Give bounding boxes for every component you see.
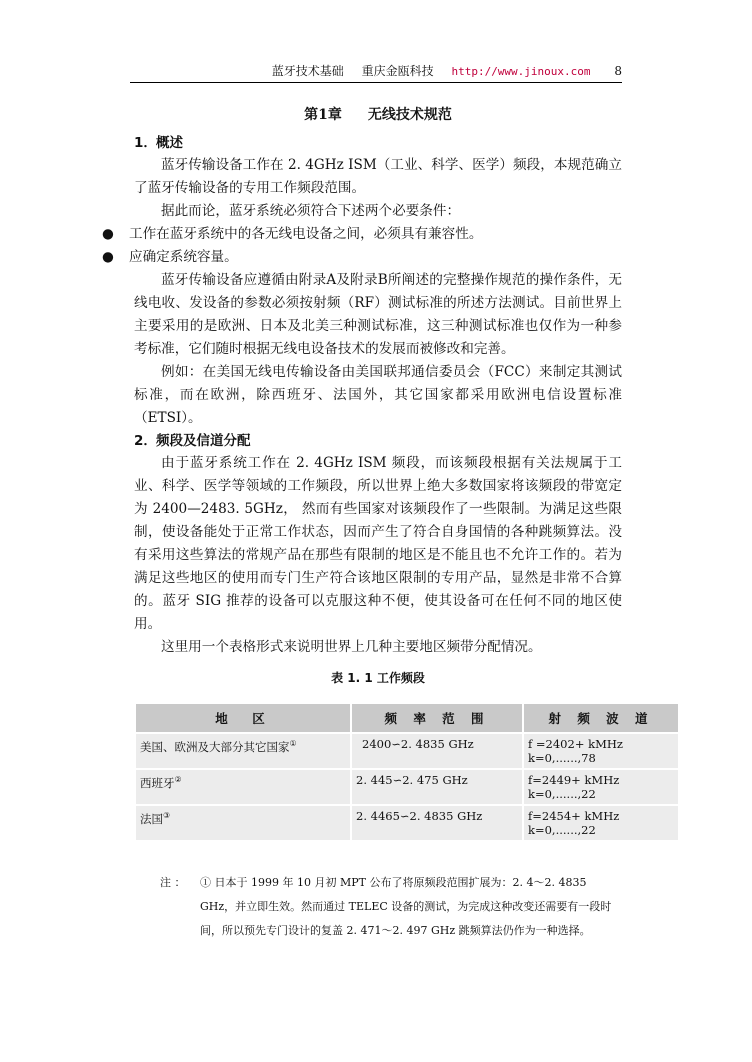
cell-channel: f=2449+ kMHz k=0,......,22 <box>524 770 678 804</box>
cell-frequency: 2. 445∽2. 475 GHz <box>352 770 522 804</box>
footnote-text: ① 日本于 1999 年 10 月初 MPT 公布了将原频段范围扩展为：2. 4～2. 4835 GHz，并立即生效。然而通过 TELEC 设备的测试，为完成这种改变还需要有一段时间，所以预先专门设计的复盖 2. 471～2. 497 GHz 跳频算法仍作为一种选择。 <box>200 876 612 937</box>
page-number: 8 <box>614 64 622 78</box>
page-header <box>130 62 622 83</box>
paragraph: 据此而论，蓝牙系统必须符合下述两个必要条件： <box>161 203 461 219</box>
section-number: 2． <box>134 433 157 449</box>
section-2-heading <box>134 430 622 452</box>
bullet-dot-icon: ● <box>102 249 114 265</box>
cell-frequency: 2400∽2. 4835 GHz <box>352 734 522 768</box>
section-1-heading <box>134 132 622 154</box>
cell-region: 法国③ <box>136 806 350 840</box>
section-title: 概述 <box>156 135 183 151</box>
bullet-item: ● 应确定系统容量。 <box>102 246 622 269</box>
table-row <box>136 806 678 840</box>
column-header-region: 地 区 <box>136 704 350 732</box>
table-row <box>136 734 678 768</box>
table-caption: 表 1. 1 工作频段 <box>331 671 425 685</box>
page-body <box>102 104 622 694</box>
header-book-title: 蓝牙技术基础 <box>271 64 344 78</box>
paragraph: 由于蓝牙系统工作在 2. 4GHz ISM 频段，而该频段根据有关法规属于工业、科学、医学等领域的工作频段，所以世界上绝大多数国家将该频段的带宽定为 2400—2483. 5GHz， 然而有些国家对该频段作了一些限制。为满足这些限制，使设备能处于正常工作状态，因而产生了符合自身国情的各种跳频算法。没有采用这些算法的常规产品在那些有限制的地区是不能且也不允许工作的。若为满足这些地区的使用而专门生产符合该地区限制的专用产品，显然是非常不合算的。蓝牙 SIG 推荐的设备可以克服这种不便，使其设备可在任何不同的地区使用。 <box>134 455 622 632</box>
footnote-label: 注 ： <box>160 876 186 889</box>
section-title: 频段及信道分配 <box>156 433 251 449</box>
bullet-item: ● 工作在蓝牙系统中的各无线电设备之间，必须具有兼容性。 <box>102 223 622 246</box>
table-row <box>136 770 678 804</box>
paragraph: 蓝牙传输设备应遵循由附录A及附录B所阐述的完整操作规范的操作条件，无线电收、发设备的参数必须按射频（RF）测试标准的所述方法测试。目前世界上主要采用的是欧洲、日本及北美三种测试标准，这三种测试标准也仅作为一种参考标准，它们随时根据无线电设备技术的发展而被修改和完善。 <box>134 272 622 357</box>
column-header-frequency: 频 率 范 围 <box>352 704 522 732</box>
header-company: 重庆金瓯科技 <box>361 64 434 78</box>
cell-region: 西班牙② <box>136 770 350 804</box>
footnote-mark: ① <box>289 739 297 748</box>
cell-channel: f =2402+ kMHz k=0,......,78 <box>524 734 678 768</box>
chapter-heading <box>134 104 622 124</box>
chapter-number: 第1章 <box>304 107 342 123</box>
table-header-row <box>136 704 678 732</box>
paragraph: 这里用一个表格形式来说明世界上几种主要地区频带分配情况。 <box>161 639 542 655</box>
frequency-table <box>134 702 680 842</box>
footnote-mark: ③ <box>163 811 171 820</box>
header-url[interactable]: http://www.jinoux.com <box>451 65 591 78</box>
cell-channel: f=2454+ kMHz k=0,......,22 <box>524 806 678 840</box>
column-header-channel: 射 频 波 道 <box>524 704 678 732</box>
cell-frequency: 2. 4465∽2. 4835 GHz <box>352 806 522 840</box>
paragraph: 例如：在美国无线电传输设备由美国联邦通信委员会（FCC）来制定其测试标准，而在欧洲，除西班牙、法国外，其它国家都采用欧洲电信设置标准（ETSI）。 <box>134 364 622 426</box>
cell-region: 美国、欧洲及大部分其它国家① <box>136 734 350 768</box>
footnote-mark: ② <box>174 775 182 784</box>
section-number: 1． <box>134 135 157 151</box>
bullet-dot-icon: ● <box>102 226 114 242</box>
paragraph: 蓝牙传输设备工作在 2. 4GHz ISM（工业、科学、医学）频段，本规范确立了蓝牙传输设备的专用工作频段范围。 <box>134 157 622 196</box>
footnote <box>160 871 624 943</box>
chapter-title: 无线技术规范 <box>367 107 452 123</box>
